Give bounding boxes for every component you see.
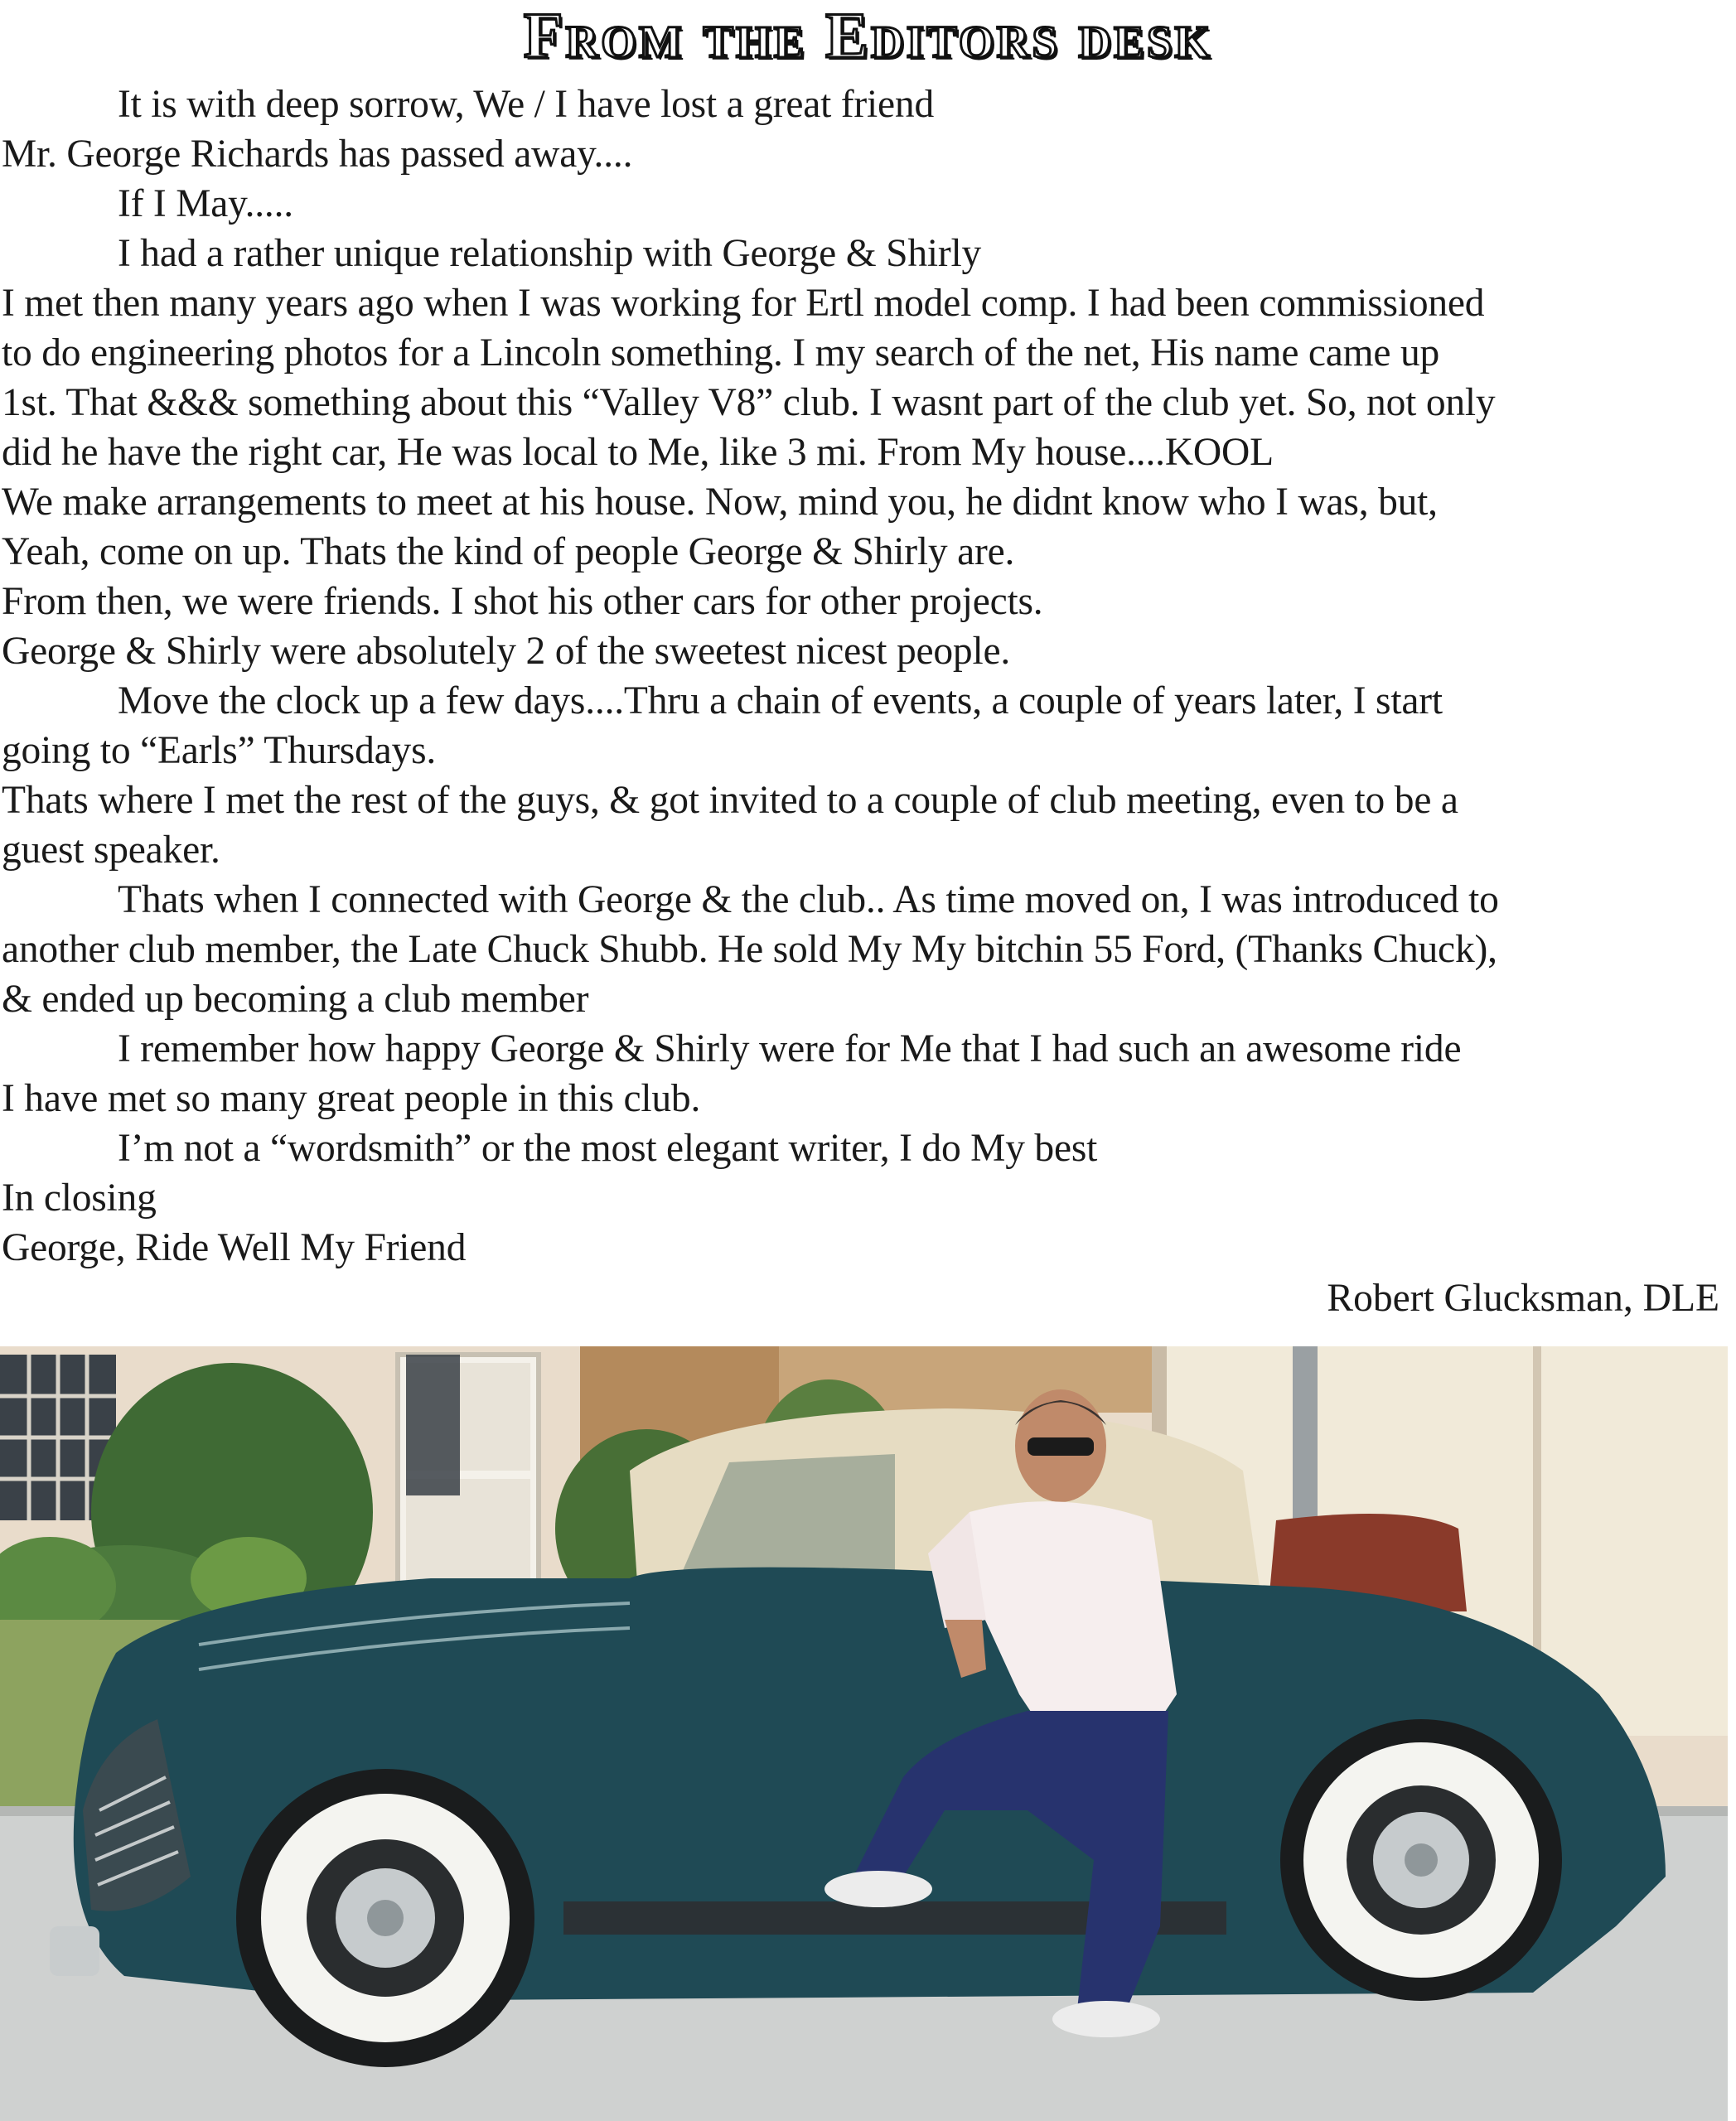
article-line: I met then many years ago when I was working for Ertl model comp. I had been commissioned — [2, 282, 1485, 325]
article-line: another club member, the Late Chuck Shubb. He sold My My bitchin 55 Ford, (Thanks Chuck), — [2, 928, 1497, 971]
article-line: did he have the right car, He was local to Me, like 3 mi. From My house....KOOL — [2, 431, 1274, 474]
article-line: If I May..... — [118, 182, 293, 225]
article-line: I had a rather unique relationship with George & Shirly — [118, 232, 982, 275]
side-window — [406, 1355, 460, 1495]
article-line: Move the clock up a few days....Thru a chain of events, a couple of years later, I start — [118, 679, 1443, 722]
article-line: In closing — [2, 1176, 157, 1220]
article-line: guest speaker. — [2, 829, 220, 872]
page-title: From the Editors desk — [523, 0, 1213, 71]
article-body — [2, 80, 1734, 1273]
left-shoe — [824, 1871, 932, 1907]
article-line: From then, we were friends. I shot his other cars for other projects. — [2, 580, 1043, 623]
car-photo — [0, 1346, 1728, 2121]
front-bumper — [50, 1926, 99, 1976]
rear-wheel — [1280, 1719, 1562, 2001]
article-line: going to “Earls” Thursdays. — [2, 729, 437, 772]
sunglasses — [1028, 1437, 1094, 1456]
right-shoe — [1052, 2001, 1160, 2037]
front-wheel — [236, 1769, 534, 2067]
article-line: George, Ride Well My Friend — [2, 1226, 467, 1269]
article-line: I’m not a “wordsmith” or the most elegant writer, I do My best — [118, 1127, 1098, 1170]
article-line: Thats when I connected with George & the club.. As time moved on, I was introduced to — [118, 878, 1499, 921]
article-line: I remember how happy George & Shirly were for Me that I had such an awesome ride — [118, 1027, 1462, 1070]
article-line: to do engineering photos for a Lincoln something. I my search of the net, His name came up — [2, 331, 1440, 374]
article-line: Yeah, come on up. Thats the kind of people George & Shirly are. — [2, 530, 1015, 573]
article-line: & ended up becoming a club member — [2, 978, 589, 1021]
article-line: I have met so many great people in this club. — [2, 1077, 701, 1120]
article-line: Mr. George Richards has passed away.... — [2, 133, 633, 176]
article-line: We make arrangements to meet at his house. Now, mind you, he didnt know who I was, but, — [2, 481, 1438, 524]
signature: Robert Glucksman, DLE — [1327, 1277, 1719, 1320]
article-line: George & Shirly were absolutely 2 of the sweetest nicest people. — [2, 630, 1011, 673]
article-line: 1st. That &&& something about this “Valley V8” club. I wasnt part of the club yet. So, not only — [2, 381, 1496, 424]
article-line: Thats where I met the rest of the guys, & got invited to a couple of club meeting, even to be a — [2, 779, 1458, 822]
article-line: It is with deep sorrow, We / I have lost a great friend — [118, 83, 935, 126]
